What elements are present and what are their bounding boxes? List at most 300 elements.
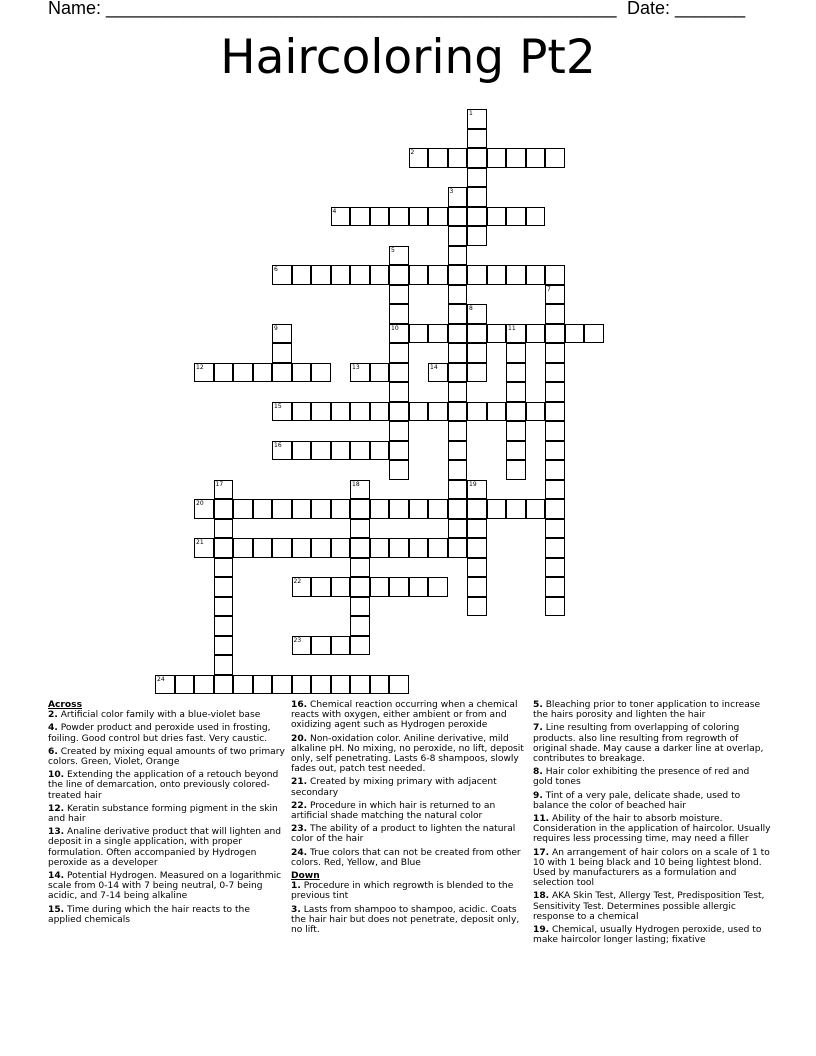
clue-number-label: 15. — [48, 904, 65, 915]
grid-cell[interactable] — [448, 226, 468, 246]
grid-cell[interactable] — [448, 480, 468, 500]
grid-cell[interactable] — [506, 382, 526, 402]
grid-cell[interactable] — [448, 285, 468, 305]
grid-cell[interactable] — [370, 577, 390, 597]
clue-number-label: 1. — [291, 881, 301, 892]
grid-cell[interactable] — [272, 343, 292, 363]
grid-cell[interactable] — [467, 480, 487, 500]
grid-cell[interactable] — [428, 324, 448, 344]
grid-cell[interactable] — [428, 265, 448, 285]
clue-item — [291, 905, 529, 936]
grid-cell[interactable] — [467, 168, 487, 188]
clue-text: Chemical, usually Hydrogen peroxide, used to make haircolor longer lasting; fixative — [533, 925, 762, 946]
grid-cell[interactable] — [311, 402, 331, 422]
grid-cell[interactable] — [545, 324, 565, 344]
grid-cell[interactable] — [448, 343, 468, 363]
clue-text: Bleaching prior to toner application to increase the hairs porosity and lighten the hair — [533, 700, 761, 721]
grid-cell[interactable] — [292, 363, 312, 383]
grid-cell[interactable] — [370, 675, 390, 695]
grid-cell[interactable] — [409, 148, 429, 168]
grid-cell[interactable] — [448, 382, 468, 402]
grid-cell[interactable] — [526, 324, 546, 344]
grid-cell[interactable] — [467, 363, 487, 383]
grid-cell[interactable] — [487, 324, 507, 344]
grid-cell[interactable] — [467, 499, 487, 519]
clue-number: 18 — [352, 480, 360, 488]
grid-cell[interactable] — [194, 363, 214, 383]
grid-cell[interactable] — [214, 675, 234, 695]
grid-cell[interactable] — [526, 499, 546, 519]
grid-cell[interactable] — [545, 304, 565, 324]
grid-cell[interactable] — [194, 499, 214, 519]
grid-cell[interactable] — [487, 499, 507, 519]
grid-cell[interactable] — [506, 265, 526, 285]
clue-item — [533, 767, 771, 787]
grid-cell[interactable] — [214, 616, 234, 636]
clue-item — [533, 891, 771, 922]
grid-cell[interactable] — [467, 187, 487, 207]
grid-cell[interactable] — [292, 577, 312, 597]
clue-text: Powder product and peroxide used in frosting, foiling. Good control but dries fast. Very caustic. — [48, 723, 271, 744]
grid-cell[interactable] — [389, 343, 409, 363]
clue-number: 10 — [391, 324, 399, 332]
grid-cell[interactable] — [526, 148, 546, 168]
grid-cell[interactable] — [545, 597, 565, 617]
grid-cell[interactable] — [409, 402, 429, 422]
grid-cell[interactable] — [409, 324, 429, 344]
clue-number-label: 22. — [291, 800, 308, 811]
clue-number-label: 21. — [291, 777, 308, 788]
grid-cell[interactable] — [448, 402, 468, 422]
clue-number: 9 — [274, 324, 278, 332]
grid-cell[interactable] — [331, 636, 351, 656]
grid-cell[interactable] — [448, 187, 468, 207]
grid-cell[interactable] — [545, 343, 565, 363]
grid-cell[interactable] — [545, 460, 565, 480]
grid-cell[interactable] — [214, 499, 234, 519]
clue-number-label: 2. — [48, 710, 58, 721]
grid-cell[interactable] — [526, 402, 546, 422]
grid-cell[interactable] — [389, 577, 409, 597]
grid-cell[interactable] — [214, 597, 234, 617]
grid-cell[interactable] — [448, 265, 468, 285]
grid-cell[interactable] — [389, 382, 409, 402]
grid-cell[interactable] — [448, 421, 468, 441]
grid-cell[interactable] — [467, 343, 487, 363]
clue-text: Time during which the hair reacts to the applied chemicals — [48, 904, 250, 925]
clue-item — [291, 848, 529, 868]
grid-cell[interactable] — [292, 675, 312, 695]
grid-cell[interactable] — [389, 499, 409, 519]
grid-cell[interactable] — [545, 480, 565, 500]
clue-number: 19 — [469, 480, 477, 488]
grid-cell[interactable] — [467, 304, 487, 324]
clue-number-label: 5. — [533, 700, 543, 710]
grid-cell[interactable] — [467, 558, 487, 578]
clue-number-label: 8. — [533, 767, 543, 778]
grid-cell[interactable] — [350, 558, 370, 578]
grid-cell[interactable] — [350, 519, 370, 539]
grid-cell[interactable] — [448, 363, 468, 383]
clue-text: Lasts from shampoo to shampoo, acidic. Coats the hair hair but does not penetrate, deposit only, no lift. — [291, 904, 520, 936]
grid-cell[interactable] — [292, 265, 312, 285]
clue-text: Procedure in which regrowth is blended to the previous tint — [291, 881, 514, 902]
grid-cell[interactable] — [311, 441, 331, 461]
grid-cell[interactable] — [389, 460, 409, 480]
clue-item — [533, 723, 771, 764]
grid-cell[interactable] — [350, 499, 370, 519]
clue-number-label: 19. — [533, 925, 550, 936]
grid-cell[interactable] — [292, 499, 312, 519]
clue-item — [291, 700, 529, 731]
grid-cell[interactable] — [506, 148, 526, 168]
grid-cell[interactable] — [331, 441, 351, 461]
grid-cell[interactable] — [331, 265, 351, 285]
clue-number-label: 16. — [291, 700, 308, 710]
grid-cell[interactable] — [506, 207, 526, 227]
date-field[interactable]: Date: _______ — [627, 0, 746, 18]
grid-cell[interactable] — [253, 363, 273, 383]
clue-number: 24 — [157, 675, 165, 683]
grid-cell[interactable] — [467, 226, 487, 246]
grid-cell[interactable] — [233, 675, 253, 695]
grid-cell[interactable] — [467, 519, 487, 539]
grid-cell[interactable] — [409, 538, 429, 558]
grid-cell[interactable] — [545, 558, 565, 578]
grid-cell[interactable] — [448, 460, 468, 480]
grid-cell[interactable] — [311, 265, 331, 285]
grid-cell[interactable] — [350, 363, 370, 383]
grid-cell[interactable] — [350, 675, 370, 695]
grid-cell[interactable] — [272, 499, 292, 519]
grid-cell[interactable] — [370, 499, 390, 519]
grid-cell[interactable] — [331, 207, 351, 227]
clue-text: Chemical reaction occurring when a chemical reacts with oxygen, either ambient or from and oxidizing agent such as Hydrogen peroxide — [291, 700, 518, 731]
grid-cell[interactable] — [370, 207, 390, 227]
grid-cell[interactable] — [428, 207, 448, 227]
grid-cell[interactable] — [448, 207, 468, 227]
grid-cell[interactable] — [233, 499, 253, 519]
grid-cell[interactable] — [448, 304, 468, 324]
grid-cell[interactable] — [311, 538, 331, 558]
clue-number: 3 — [449, 188, 454, 195]
clue-text: Non-oxidation color. Aniline derivative, mild alkaline pH. No mixing, no peroxide, no lift, deposit only, self penetrating. Lasts 6-8 shampoos, slowly fades out, patch test needed. — [291, 733, 524, 775]
grid-cell[interactable] — [526, 207, 546, 227]
clue-text: Artificial color family with a blue-violet base — [57, 710, 261, 721]
grid-cell[interactable] — [311, 636, 331, 656]
clue-text: Line resulting from overlapping of coloring products. also line resulting from regrowth of original shade. May cause a darker line at overlap, contributes to breakage. — [533, 723, 764, 765]
grid-cell[interactable] — [389, 324, 409, 344]
clue-number-label: 10. — [48, 770, 65, 781]
grid-cell[interactable] — [272, 363, 292, 383]
grid-cell[interactable] — [506, 421, 526, 441]
grid-cell[interactable] — [272, 441, 292, 461]
grid-cell[interactable] — [467, 402, 487, 422]
grid-cell[interactable] — [350, 480, 370, 500]
grid-cell[interactable] — [350, 597, 370, 617]
clue-item — [533, 700, 771, 720]
clue-text: An arrangement of hair colors on a scale of 1 to 10 with 1 being black and 10 being lightest blond. Used by manufacturers as a formulation and selection tool — [533, 847, 770, 889]
clue-number: 2 — [410, 149, 415, 156]
clue-item — [48, 710, 286, 720]
grid-cell[interactable] — [214, 636, 234, 656]
clue-number: 7 — [547, 285, 551, 293]
clue-number-label: 17. — [533, 847, 550, 858]
clue-number-label: 4. — [48, 723, 58, 734]
clue-number-label: 13. — [48, 827, 65, 838]
grid-cell[interactable] — [428, 363, 448, 383]
clue-item — [48, 770, 286, 801]
clue-number: 15 — [274, 402, 282, 410]
grid-cell[interactable] — [545, 441, 565, 461]
grid-cell[interactable] — [428, 499, 448, 519]
across-heading: Across — [48, 700, 82, 710]
name-field[interactable]: Name: ___________________________________________________ — [48, 0, 617, 18]
clue-text: Ability of the hair to absorb moisture. Consideration in the application of haircolor. Usually requires less processing time, may need a filler — [533, 814, 771, 845]
grid-cell[interactable] — [545, 285, 565, 305]
grid-cell[interactable] — [409, 499, 429, 519]
grid-cell[interactable] — [311, 499, 331, 519]
grid-cell[interactable] — [292, 402, 312, 422]
grid-cell[interactable] — [487, 148, 507, 168]
grid-cell[interactable] — [428, 148, 448, 168]
grid-cell[interactable] — [506, 441, 526, 461]
grid-cell[interactable] — [506, 402, 526, 422]
grid-cell[interactable] — [389, 246, 409, 266]
grid-cell[interactable] — [545, 499, 565, 519]
grid-cell[interactable] — [467, 129, 487, 149]
clue-number-label: 14. — [48, 871, 65, 882]
grid-cell[interactable] — [389, 675, 409, 695]
grid-cell[interactable] — [350, 207, 370, 227]
clue-number: 12 — [196, 363, 204, 371]
grid-cell[interactable] — [214, 480, 234, 500]
grid-cell[interactable] — [584, 324, 604, 344]
grid-cell[interactable] — [448, 519, 468, 539]
grid-cell[interactable] — [214, 538, 234, 558]
grid-cell[interactable] — [350, 538, 370, 558]
grid-cell[interactable] — [467, 109, 487, 129]
grid-cell[interactable] — [389, 207, 409, 227]
grid-cell[interactable] — [467, 597, 487, 617]
grid-cell[interactable] — [311, 675, 331, 695]
grid-cell[interactable] — [448, 324, 468, 344]
grid-cell[interactable] — [545, 382, 565, 402]
grid-cell[interactable] — [409, 207, 429, 227]
grid-cell[interactable] — [389, 402, 409, 422]
grid-cell[interactable] — [350, 577, 370, 597]
grid-cell[interactable] — [506, 499, 526, 519]
grid-cell[interactable] — [389, 265, 409, 285]
grid-cell[interactable] — [506, 343, 526, 363]
clue-text: Created by mixing equal amounts of two primary colors. Green, Violet, Orange — [48, 746, 285, 768]
grid-cell[interactable] — [370, 265, 390, 285]
grid-cell[interactable] — [389, 421, 409, 441]
puzzle-title: Haircoloring Pt2 — [220, 30, 596, 85]
grid-cell[interactable] — [545, 363, 565, 383]
grid-cell[interactable] — [448, 499, 468, 519]
clue-text: AKA Skin Test, Allergy Test, Predisposition Test, Sensitivity Test. Determines possible allergic response to a chemical — [533, 891, 765, 922]
clue-text: Created by mixing primary with adjacent secondary — [291, 777, 497, 798]
grid-cell[interactable] — [233, 538, 253, 558]
clue-item — [48, 804, 286, 824]
grid-cell[interactable] — [253, 675, 273, 695]
clue-number-label: 9. — [533, 790, 543, 801]
clue-number: 21 — [196, 539, 204, 546]
grid-cell[interactable] — [545, 577, 565, 597]
grid-cell[interactable] — [370, 363, 390, 383]
grid-cell[interactable] — [214, 577, 234, 597]
grid-cell[interactable] — [253, 538, 273, 558]
grid-cell[interactable] — [467, 265, 487, 285]
grid-cell[interactable] — [487, 402, 507, 422]
grid-cell[interactable] — [545, 148, 565, 168]
grid-cell[interactable] — [526, 265, 546, 285]
grid-cell[interactable] — [389, 538, 409, 558]
grid-cell[interactable] — [331, 577, 351, 597]
grid-cell[interactable] — [370, 441, 390, 461]
grid-cell[interactable] — [350, 265, 370, 285]
grid-cell[interactable] — [487, 265, 507, 285]
grid-cell[interactable] — [331, 499, 351, 519]
grid-cell[interactable] — [506, 363, 526, 383]
grid-cell[interactable] — [272, 402, 292, 422]
clue-number-label: 24. — [291, 847, 308, 858]
clue-number-label: 20. — [291, 733, 308, 744]
grid-cell[interactable] — [370, 538, 390, 558]
grid-cell[interactable] — [194, 675, 214, 695]
grid-cell[interactable] — [467, 207, 487, 227]
clue-item — [291, 734, 529, 775]
grid-cell[interactable] — [292, 538, 312, 558]
clue-item — [48, 723, 286, 743]
grid-cell[interactable] — [487, 207, 507, 227]
grid-cell[interactable] — [448, 538, 468, 558]
grid-cell[interactable] — [467, 577, 487, 597]
clue-number: 11 — [508, 324, 516, 332]
clue-number: 4 — [332, 207, 337, 215]
grid-cell[interactable] — [545, 519, 565, 539]
clue-item — [291, 881, 529, 901]
grid-cell[interactable] — [448, 441, 468, 461]
grid-cell[interactable] — [565, 324, 585, 344]
clue-item — [533, 791, 771, 811]
grid-cell[interactable] — [214, 363, 234, 383]
grid-cell[interactable] — [428, 402, 448, 422]
grid-cell[interactable] — [350, 616, 370, 636]
grid-cell[interactable] — [331, 538, 351, 558]
grid-cell[interactable] — [545, 421, 565, 441]
clue-item — [48, 747, 286, 767]
down-heading: Down — [291, 871, 320, 882]
clue-text: Potential Hydrogen. Measured on a logarithmic scale from 0-14 with 7 being neutral, 0-7 being acidic, and 7-14 being alkaline — [48, 871, 282, 902]
grid-cell[interactable] — [545, 402, 565, 422]
clue-text: True colors that can not be created from other colors. Red, Yellow, and Blue — [291, 847, 521, 868]
clue-text: Procedure in which hair is returned to an artificial shade matching the natural color — [291, 800, 496, 822]
grid-cell[interactable] — [311, 363, 331, 383]
grid-cell[interactable] — [545, 538, 565, 558]
grid-cell[interactable] — [467, 148, 487, 168]
grid-cell[interactable] — [467, 324, 487, 344]
grid-cell[interactable] — [155, 675, 175, 695]
grid-cell[interactable] — [389, 363, 409, 383]
grid-cell[interactable] — [214, 558, 234, 578]
grid-cell[interactable] — [370, 402, 390, 422]
grid-cell[interactable] — [175, 675, 195, 695]
grid-cell[interactable] — [428, 538, 448, 558]
grid-cell[interactable] — [272, 324, 292, 344]
grid-cell[interactable] — [467, 538, 487, 558]
clue-text: Analine derivative product that will lighten and deposit in a single application, with proper formulation. Often accompanied by Hydrogen peroxide as a developer — [48, 827, 282, 868]
clue-number-label: 7. — [533, 723, 543, 734]
grid-cell[interactable] — [350, 402, 370, 422]
grid-cell[interactable] — [214, 519, 234, 539]
grid-cell[interactable] — [506, 324, 526, 344]
clue-number-label: 11. — [533, 814, 550, 825]
clue-text: Keratin substance forming pigment in the skin and hair — [48, 803, 278, 825]
clue-item — [533, 848, 771, 889]
grid-cell[interactable] — [448, 246, 468, 266]
clue-number-label: 23. — [291, 824, 308, 835]
grid-cell[interactable] — [331, 402, 351, 422]
grid-cell[interactable] — [350, 636, 370, 656]
clue-number: 13 — [352, 363, 360, 371]
grid-cell[interactable] — [448, 148, 468, 168]
grid-cell[interactable] — [292, 636, 312, 656]
grid-cell[interactable] — [428, 577, 448, 597]
clue-text: Tint of a very pale, delicate shade, used to balance the color of beached hair — [533, 790, 741, 811]
grid-cell[interactable] — [253, 499, 273, 519]
grid-cell[interactable] — [389, 285, 409, 305]
grid-cell[interactable] — [389, 441, 409, 461]
grid-cell[interactable] — [311, 577, 331, 597]
clue-number-label: 18. — [533, 891, 550, 902]
clue-item — [533, 925, 771, 945]
grid-cell[interactable] — [194, 538, 214, 558]
clue-item — [48, 871, 286, 902]
grid-cell[interactable] — [272, 675, 292, 695]
clue-number: 17 — [215, 480, 224, 488]
clue-number: 22 — [293, 578, 302, 585]
grid-cell[interactable] — [506, 460, 526, 480]
grid-cell[interactable] — [409, 577, 429, 597]
clue-number-label: 12. — [48, 803, 65, 814]
clue-number: 5 — [391, 246, 395, 254]
grid-cell[interactable] — [214, 655, 234, 675]
grid-cell[interactable] — [331, 675, 351, 695]
clue-item — [291, 801, 529, 821]
clue-number-label: 3. — [291, 904, 301, 915]
grid-cell[interactable] — [272, 265, 292, 285]
clue-text: Extending the application of a retouch beyond the line of demarcation, onto previously colored-treated hair — [48, 770, 279, 801]
clue-number-label: 6. — [48, 746, 58, 757]
clue-text: The ability of a product to lighten the natural color of the hair — [291, 824, 516, 845]
clue-item — [48, 905, 286, 925]
clue-number: 6 — [274, 266, 278, 273]
grid-cell[interactable] — [350, 441, 370, 461]
grid-cell[interactable] — [233, 363, 253, 383]
clue-text: Hair color exhibiting the presence of red and gold tones — [533, 767, 750, 788]
grid-cell[interactable] — [272, 538, 292, 558]
grid-cell[interactable] — [545, 265, 565, 285]
grid-cell[interactable] — [292, 441, 312, 461]
clues-column-3 — [533, 700, 771, 948]
grid-cell[interactable] — [389, 304, 409, 324]
clues-column-1 — [48, 700, 286, 928]
clue-number: 1 — [469, 110, 473, 117]
grid-cell[interactable] — [409, 265, 429, 285]
clue-item — [533, 814, 771, 845]
